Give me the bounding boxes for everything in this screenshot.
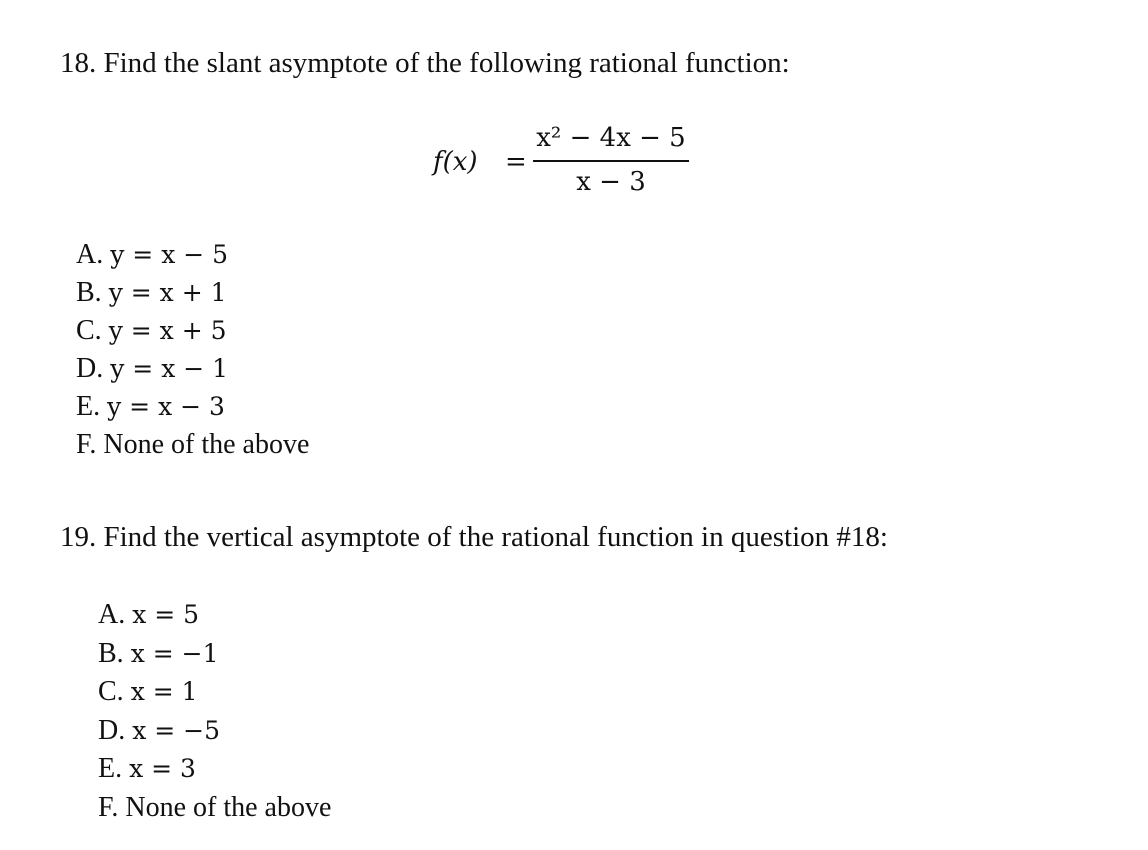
choice-item[interactable] <box>76 388 309 426</box>
choice-item[interactable] <box>98 750 331 789</box>
choice-answer: x = −5 <box>132 715 221 745</box>
equals-sign: = <box>505 147 527 177</box>
choice-letter: C. <box>76 315 102 346</box>
choice-answer: None of the above <box>125 791 332 823</box>
function-name: f(x) <box>433 147 478 177</box>
question-18-title: 18. Find the slant asymptote of the following rational function: <box>60 47 790 79</box>
choice-letter: C. <box>98 676 124 707</box>
choice-item[interactable] <box>76 236 309 274</box>
choice-item[interactable] <box>76 426 309 464</box>
choice-letter: E. <box>76 391 101 422</box>
choice-item[interactable] <box>98 635 331 674</box>
choice-item[interactable] <box>98 712 331 751</box>
choice-letter: E. <box>98 753 123 784</box>
question-18-choices <box>76 236 309 464</box>
choice-answer: y = x − 5 <box>110 240 229 269</box>
choice-item[interactable] <box>98 673 331 712</box>
choice-item[interactable] <box>76 274 309 312</box>
choice-item[interactable] <box>98 789 331 828</box>
choice-letter: A. <box>98 599 126 630</box>
rational-function-formula <box>433 122 693 202</box>
choice-answer: y = x + 1 <box>108 278 227 307</box>
choice-item[interactable] <box>98 596 331 635</box>
choice-answer: x = 3 <box>129 754 196 783</box>
choice-answer: x = 1 <box>130 677 198 706</box>
choice-letter: A. <box>76 239 104 270</box>
choice-item[interactable] <box>76 312 309 350</box>
choice-answer: x = 5 <box>132 600 200 629</box>
function-denominator: x − 3 <box>576 167 646 197</box>
choice-item[interactable] <box>76 350 309 388</box>
choice-letter: B. <box>76 277 102 308</box>
question-19-title: 19. Find the vertical asymptote of the rational function in question #18: <box>60 521 888 553</box>
choice-answer: x = −1 <box>130 638 219 668</box>
choice-letter: F. <box>76 429 97 460</box>
choice-answer: y = x − 3 <box>107 392 225 421</box>
choice-letter: D. <box>98 714 126 746</box>
function-numerator: x² − 4x − 5 <box>536 123 686 153</box>
choice-letter: F. <box>98 791 119 823</box>
fraction-bar <box>533 160 689 162</box>
choice-answer: None of the above <box>103 429 310 460</box>
choice-answer: y = x − 1 <box>110 354 229 383</box>
choice-letter: B. <box>98 637 124 669</box>
choice-answer: y = x + 5 <box>108 316 227 345</box>
question-19-choices <box>98 596 331 827</box>
choice-letter: D. <box>76 353 104 384</box>
